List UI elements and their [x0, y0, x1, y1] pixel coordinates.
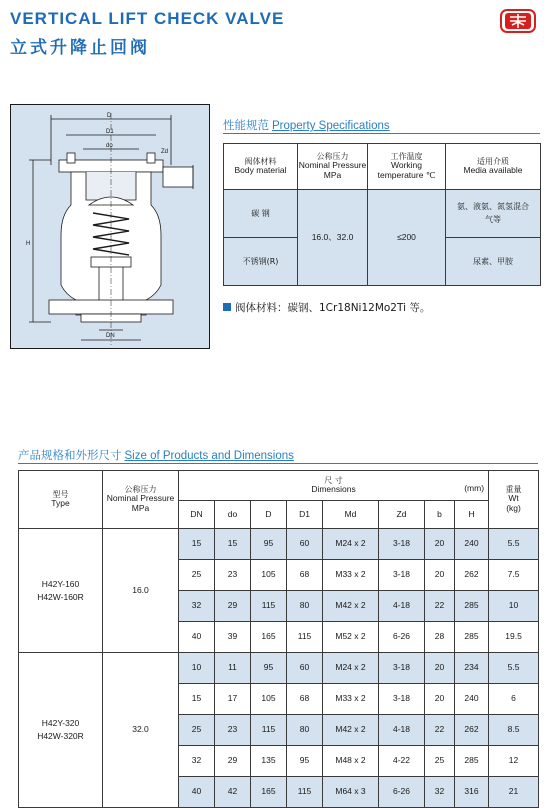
prop-media-carbon: 氨、液氨、氮氢混合气等: [446, 190, 541, 238]
dim-value-cell: 29: [215, 591, 251, 622]
dim-value-cell: 3-18: [379, 653, 425, 684]
dim-value-cell: 7.5: [489, 560, 539, 591]
dim-value-cell: 5.5: [489, 653, 539, 684]
dim-value-cell: 234: [455, 653, 489, 684]
dimension-table: [18, 470, 539, 808]
dim-value-cell: 28: [425, 622, 455, 653]
dim-value-cell: 21: [489, 777, 539, 808]
material-note: [223, 300, 430, 315]
dim-value-cell: 105: [251, 684, 287, 715]
drawing-label-H: H: [26, 241, 31, 247]
dim-value-cell: M42 x 2: [323, 715, 379, 746]
dim-value-cell: M48 x 2: [323, 746, 379, 777]
dim-type-label: H42Y-160: [41, 578, 80, 589]
dim-value-cell: 68: [287, 684, 323, 715]
dim-value-cell: 15: [215, 529, 251, 560]
dim-col-pressure: 公称压力 Nominal Pressure MPa: [103, 471, 179, 529]
dim-value-cell: 285: [455, 591, 489, 622]
table-row: [19, 653, 539, 684]
dim-value-cell: 40: [179, 777, 215, 808]
drawing-label-D: D: [107, 113, 112, 119]
dim-sub-Md: Md: [323, 501, 379, 529]
prop-col-media: 适用介质 Media available: [446, 144, 541, 190]
dim-value-cell: 285: [455, 746, 489, 777]
dim-sub-do: do: [215, 501, 251, 529]
table-row: [19, 529, 539, 560]
dim-value-cell: M52 x 2: [323, 622, 379, 653]
dim-sub-D1: D1: [287, 501, 323, 529]
prop-col-material: 阀体材料 Body material: [224, 144, 298, 190]
dim-value-cell: 115: [251, 715, 287, 746]
dim-value-cell: 95: [251, 529, 287, 560]
prop-pressure-value: 16.0、32.0: [298, 190, 368, 286]
dim-value-cell: M33 x 2: [323, 560, 379, 591]
dim-value-cell: 32: [425, 777, 455, 808]
dim-type-label: H42W-320R: [37, 731, 84, 741]
dim-type-label: H42Y-320: [41, 718, 80, 729]
dim-pressure-cell: 32.0: [103, 653, 179, 808]
title-english: VERTICAL LIFT CHECK VALVE: [10, 9, 285, 28]
material-note-text: 阀体材料：碳钢、1Cr18Ni12Mo2Ti 等。: [235, 302, 431, 314]
dim-value-cell: 4-18: [379, 715, 425, 746]
property-section-heading: [223, 117, 390, 133]
dim-value-cell: 10: [489, 591, 539, 622]
prop-media-stainless: 尿素、甲胺: [446, 238, 541, 286]
dim-type-cell: [19, 653, 103, 808]
prop-col-pressure: 公称压力 Nominal Pressure MPa: [298, 144, 368, 190]
company-logo: [500, 8, 536, 34]
dim-value-cell: 240: [455, 529, 489, 560]
dim-sub-b: b: [425, 501, 455, 529]
dim-value-cell: 3-18: [379, 529, 425, 560]
dim-value-cell: 4-18: [379, 591, 425, 622]
dim-value-cell: 20: [425, 529, 455, 560]
dim-sub-D: D: [251, 501, 287, 529]
drawing-label-DN: DN: [106, 333, 115, 339]
dim-pressure-cell: 16.0: [103, 529, 179, 653]
dim-sub-H: H: [455, 501, 489, 529]
dim-value-cell: 115: [251, 591, 287, 622]
dim-value-cell: 25: [179, 560, 215, 591]
dim-type-label: H42W-160R: [37, 591, 84, 602]
dim-value-cell: 15: [179, 529, 215, 560]
property-spec-table: [223, 143, 541, 286]
dim-value-cell: 6-26: [379, 622, 425, 653]
dim-value-cell: 80: [287, 591, 323, 622]
dim-value-cell: 20: [425, 653, 455, 684]
valve-drawing-panel: [10, 104, 210, 349]
dim-sub-DN: DN: [179, 501, 215, 529]
dim-col-type: 型号 Type: [19, 471, 103, 529]
dim-value-cell: 68: [287, 560, 323, 591]
dim-value-cell: 115: [287, 622, 323, 653]
dim-value-cell: 20: [425, 684, 455, 715]
dim-value-cell: 8.5: [489, 715, 539, 746]
dim-sub-Zd: Zd: [379, 501, 425, 529]
dim-col-dimensions: 尺 寸 Dimensions (mm): [179, 471, 489, 501]
dim-value-cell: 23: [215, 560, 251, 591]
valve-cross-section-drawing: [11, 105, 211, 350]
property-heading-rule: [223, 133, 540, 134]
dimension-heading-en: Size of Products and Dimensions: [124, 450, 294, 462]
dim-value-cell: 135: [251, 746, 287, 777]
dim-value-cell: 80: [287, 715, 323, 746]
dim-value-cell: 39: [215, 622, 251, 653]
dim-value-cell: 3-18: [379, 560, 425, 591]
property-heading-cn: 性能规范: [223, 118, 269, 132]
dim-value-cell: 4-22: [379, 746, 425, 777]
dim-value-cell: M64 x 3: [323, 777, 379, 808]
dimension-heading-cn: 产品规格和外形尺寸: [18, 448, 122, 462]
dim-value-cell: 262: [455, 715, 489, 746]
dim-value-cell: 316: [455, 777, 489, 808]
dim-value-cell: 6-26: [379, 777, 425, 808]
dim-value-cell: 25: [179, 715, 215, 746]
dim-value-cell: 105: [251, 560, 287, 591]
dim-value-cell: 165: [251, 777, 287, 808]
dim-value-cell: 32: [179, 591, 215, 622]
property-heading-en: Property Specifications: [272, 120, 390, 132]
dim-value-cell: 165: [251, 622, 287, 653]
dim-value-cell: 115: [287, 777, 323, 808]
dim-value-cell: M33 x 2: [323, 684, 379, 715]
dim-value-cell: 285: [455, 622, 489, 653]
drawing-label-D1: D1: [106, 129, 114, 135]
dim-value-cell: 42: [215, 777, 251, 808]
dimension-section-heading: [18, 447, 294, 463]
dim-unit-mm: (mm): [464, 483, 485, 493]
dim-value-cell: 240: [455, 684, 489, 715]
dim-type-cell: [19, 529, 103, 653]
dim-value-cell: 23: [215, 715, 251, 746]
dim-value-cell: 22: [425, 591, 455, 622]
dim-value-cell: 60: [287, 653, 323, 684]
title-chinese: 立式升降止回阀: [10, 38, 150, 58]
dim-value-cell: 10: [179, 653, 215, 684]
drawing-label-Zd: Zd: [161, 149, 169, 155]
dim-value-cell: 6: [489, 684, 539, 715]
prop-material-carbon: 碳 钢: [224, 190, 298, 238]
dim-value-cell: 95: [251, 653, 287, 684]
dim-value-cell: 60: [287, 529, 323, 560]
dim-value-cell: 95: [287, 746, 323, 777]
dim-value-cell: 5.5: [489, 529, 539, 560]
dim-value-cell: 29: [215, 746, 251, 777]
prop-col-temperature: 工作温度 Working temperature ℃: [368, 144, 446, 190]
dim-value-cell: M24 x 2: [323, 653, 379, 684]
dim-value-cell: 22: [425, 715, 455, 746]
dim-value-cell: M42 x 2: [323, 591, 379, 622]
note-bullet-icon: [223, 303, 231, 311]
dim-value-cell: 17: [215, 684, 251, 715]
dim-value-cell: 19.5: [489, 622, 539, 653]
dim-value-cell: 12: [489, 746, 539, 777]
dimension-heading-rule: [18, 463, 538, 464]
dim-value-cell: M24 x 2: [323, 529, 379, 560]
dim-value-cell: 262: [455, 560, 489, 591]
drawing-label-do: do: [106, 143, 113, 149]
dim-value-cell: 40: [179, 622, 215, 653]
dim-value-cell: 11: [215, 653, 251, 684]
dim-value-cell: 25: [425, 746, 455, 777]
dim-value-cell: 32: [179, 746, 215, 777]
dim-value-cell: 3-18: [379, 684, 425, 715]
dim-value-cell: 20: [425, 560, 455, 591]
prop-temperature-value: ≤200: [368, 190, 446, 286]
dim-value-cell: 15: [179, 684, 215, 715]
dim-col-weight: 重量 Wt (kg): [489, 471, 539, 529]
prop-material-stainless: 不锈钢(R): [224, 238, 298, 286]
